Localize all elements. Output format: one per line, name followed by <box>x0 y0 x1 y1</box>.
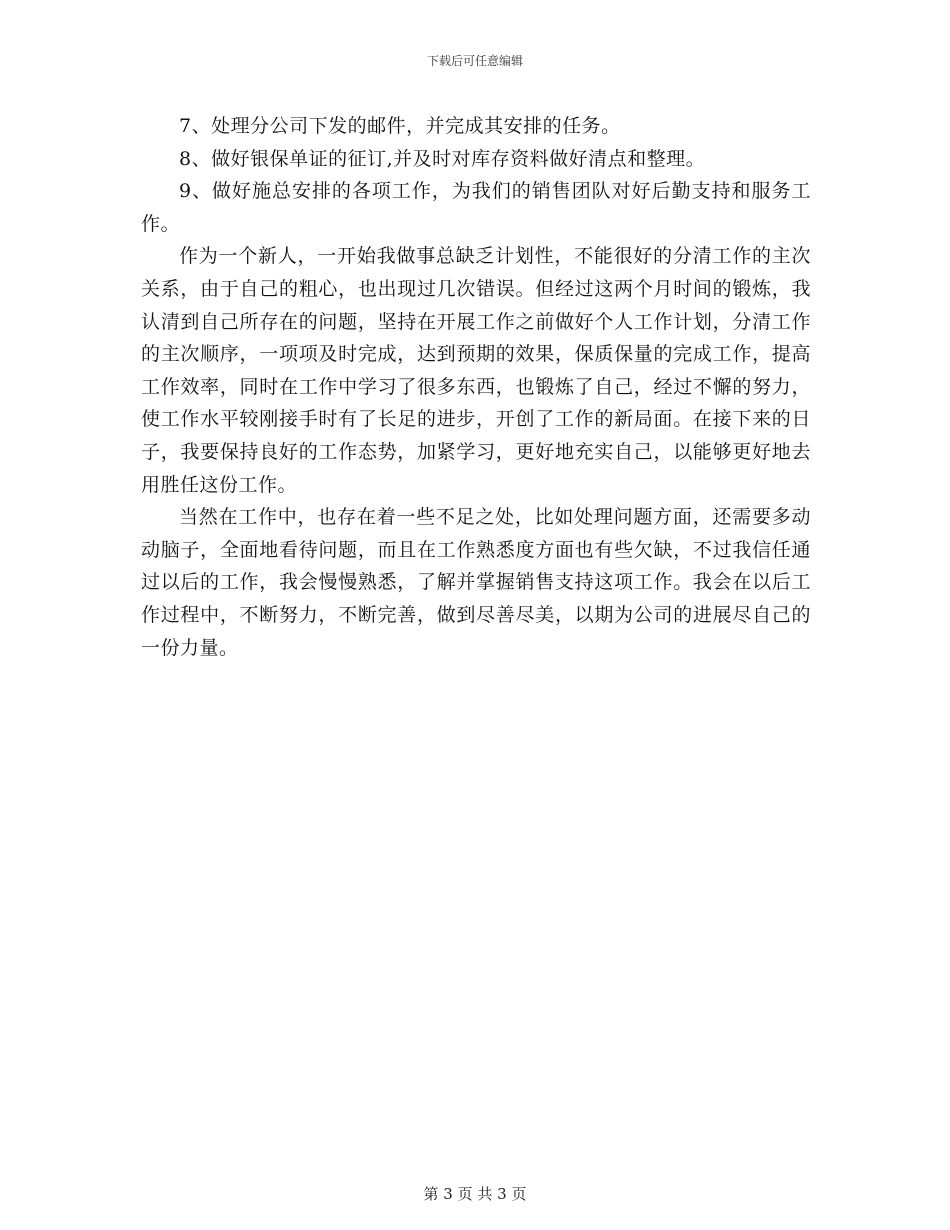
header-note: 下载后可任意编辑 <box>426 54 523 68</box>
paragraph-item-7: 7、处理分公司下发的邮件，并完成其安排的任务。 <box>179 115 621 137</box>
paragraph-self-assessment: 作为一个新人，一开始我做事总缺乏计划性，不能很好的分清工作的主次关系，由于自己的粗心，也出现过几次错误。但经过这两个月时间的锻炼，我认清到自己所存在的问题，坚持在开展工作之前做好个人工作计划，分清工作的主次顺序，一项项及时完成，达到预期的效果，保质保量的完成工作，提高工作效率，同时在工作中学习了很多东西，也锻炼了自己，经过不懈的努力，使工作水平较刚接手时有了长足的进步，开创了工作的新局面。在接下来的日子，我要保持良好的工作态势，加紧学习，更好地充实自己，以能够更好地去用胜任这份工作。 <box>141 245 811 496</box>
paragraph-item-8: 8、做好银保单证的征订,并及时对库存资料做好清点和整理。 <box>179 147 706 170</box>
paragraph-shortcomings: 当然在工作中，也存在着一些不足之处，比如处理问题方面，还需要多动动脑子，全面地看待问题，而且在工作熟悉度方面也有些欠缺，不过我信任通过以后的工作，我会慢慢熟悉，了解并掌握销售支持这项工作。我会在以后工作过程中，不断努力，不断完善，做到尽善尽美，以期为公司的进展尽自己的一份力量。 <box>141 506 811 659</box>
document-body <box>141 110 811 664</box>
paragraph-item-9: 9、做好施总安排的各项工作，为我们的销售团队对好后勤支持和服务工作。 <box>141 180 811 235</box>
page-number: 第 3 页 共 3 页 <box>423 1185 527 1203</box>
